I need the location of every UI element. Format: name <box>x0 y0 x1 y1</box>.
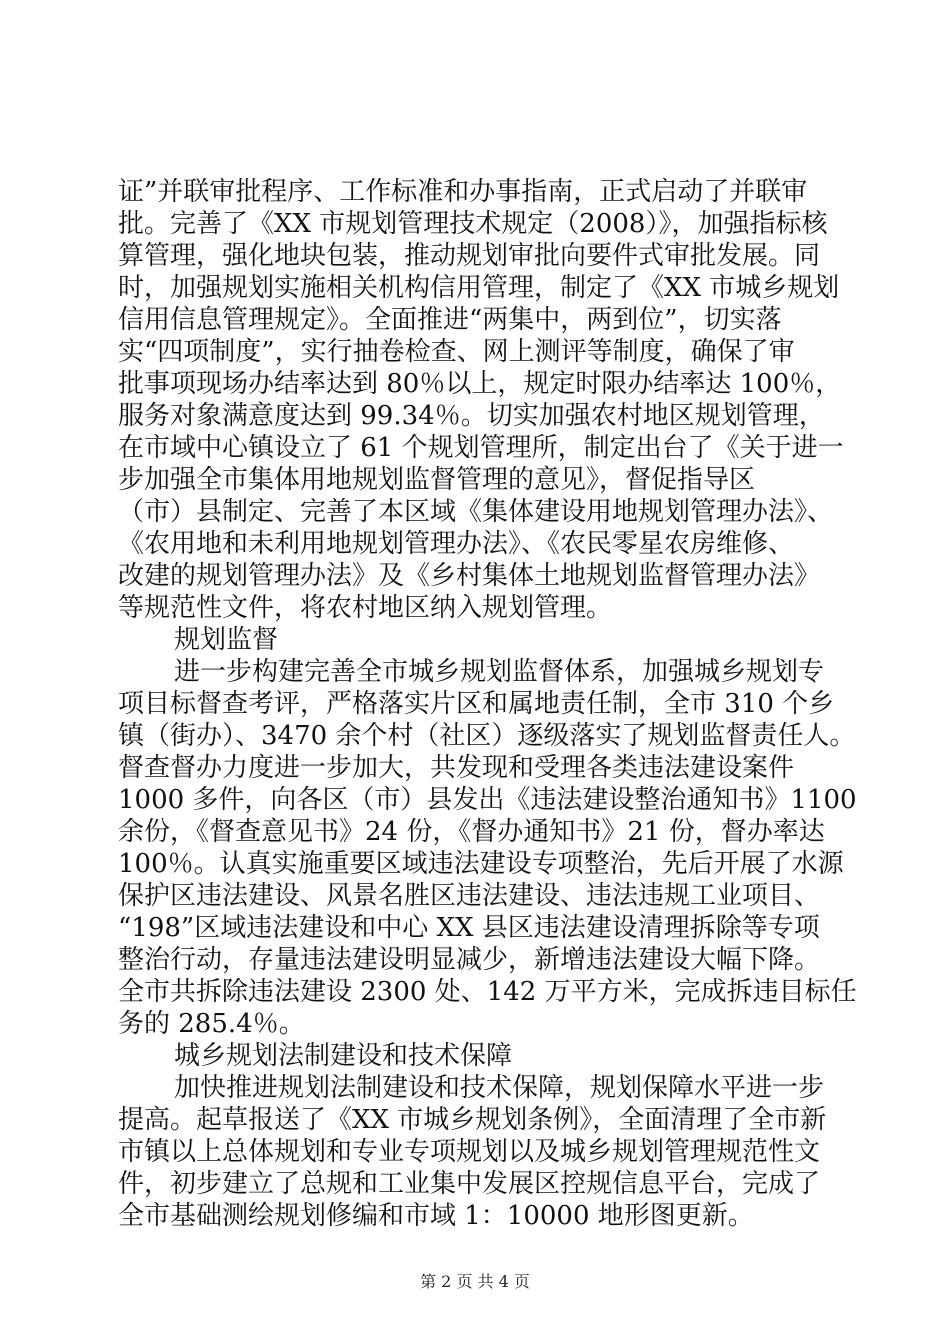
section-heading: 规划监督 <box>174 625 279 655</box>
text-line: 务的 285.4％。 <box>118 1009 305 1039</box>
text-line: 余份，《督查意见书》24 份，《督办通知书》21 份，督办率达 <box>118 817 825 847</box>
text-line: 市镇以上总体规划和专业专项规划以及城乡规划管理规范性文 <box>118 1137 821 1167</box>
section-heading: 城乡规划法制建设和技术保障 <box>174 1041 513 1071</box>
text-line: 件，初步建立了总规和工业集中发展区控规信息平台，完成了 <box>118 1169 821 1199</box>
text-line: 批事项现场办结率达到 80％以上，规定时限办结率达 100％， <box>118 369 842 399</box>
text-line: 保护区违法建设、风景名胜区违法建设、违法违规工业项目、 <box>118 881 821 911</box>
text-line: 算管理，强化地块包装，推动规划审批向要件式审批发展。同 <box>118 241 821 271</box>
text-line: 100％。认真实施重要区域违法建设专项整治，先后开展了水源 <box>118 849 844 879</box>
text-line: 全市共拆除违法建设 2300 处、142 万平方米，完成拆违目标任 <box>118 977 857 1007</box>
text-line: 在市域中心镇设立了 61 个规划管理所，制定出台了《关于进一 <box>118 433 844 463</box>
text-line: 1000 多件，向各区（市）县发出《违法建设整治通知书》1100 <box>118 785 857 815</box>
text-line: 镇（街办）、3470 余个村（社区）逐级落实了规划监督责任人。 <box>118 721 856 751</box>
page-footer <box>0 1272 950 1292</box>
text-line: 批。完善了《XX 市规划管理技术规定（2008）》，加强指标核 <box>118 209 828 239</box>
text-line: 证”并联审批程序、工作标准和办事指南，正式启动了并联审 <box>118 177 808 207</box>
page-number-label: 第 2 页 共 4 页 <box>420 1272 530 1291</box>
text-line: 步加强全市集体用地规划监督管理的意见》，督促指导区 <box>118 465 756 495</box>
text-line: 《农用地和未利用地规划管理办法》、《农民零星农房维修、 <box>118 529 795 559</box>
text-line: 进一步构建完善全市城乡规划监督体系，加强城乡规划专 <box>174 657 825 687</box>
text-line: （市）县制定、完善了本区域《集体建设用地规划管理办法》、 <box>118 497 834 527</box>
text-line: 信用信息管理规定》。全面推进“两集中，两到位”，切实落 <box>118 305 782 335</box>
text-line: 改建的规划管理办法》及《乡村集体土地规划监督管理办法》 <box>118 561 821 591</box>
text-line: 项目标督查考评，严格落实片区和属地责任制，全市 310 个乡 <box>118 689 835 719</box>
document-body <box>118 176 857 1232</box>
text-line: 督查督办力度进一步加大，共发现和受理各类违法建设案件 <box>118 753 795 783</box>
text-line: 等规范性文件，将农村地区纳入规划管理。 <box>118 593 613 623</box>
text-line: 提高。起草报送了《XX 市城乡规划条例》，全面清理了全市新 <box>118 1105 827 1135</box>
text-line: 加快推进规划法制建设和技术保障，规划保障水平进一步 <box>174 1073 825 1103</box>
text-line: “198”区域违法建设和中心 XX 县区违法建设清理拆除等专项 <box>118 913 820 943</box>
text-line: 实“四项制度”，实行抽卷检查、网上测评等制度，确保了审 <box>118 337 795 367</box>
text-line: 时，加强规划实施相关机构信用管理，制定了《XX 市城乡规划 <box>118 273 840 303</box>
text-line: 服务对象满意度达到 99.34％。切实加强农村地区规划管理， <box>118 401 825 431</box>
text-line: 整治行动，存量违法建设明显减少，新增违法建设大幅下降。 <box>118 945 821 975</box>
text-line: 全市基础测绘规划修编和市域 1：10000 地形图更新。 <box>118 1201 754 1231</box>
